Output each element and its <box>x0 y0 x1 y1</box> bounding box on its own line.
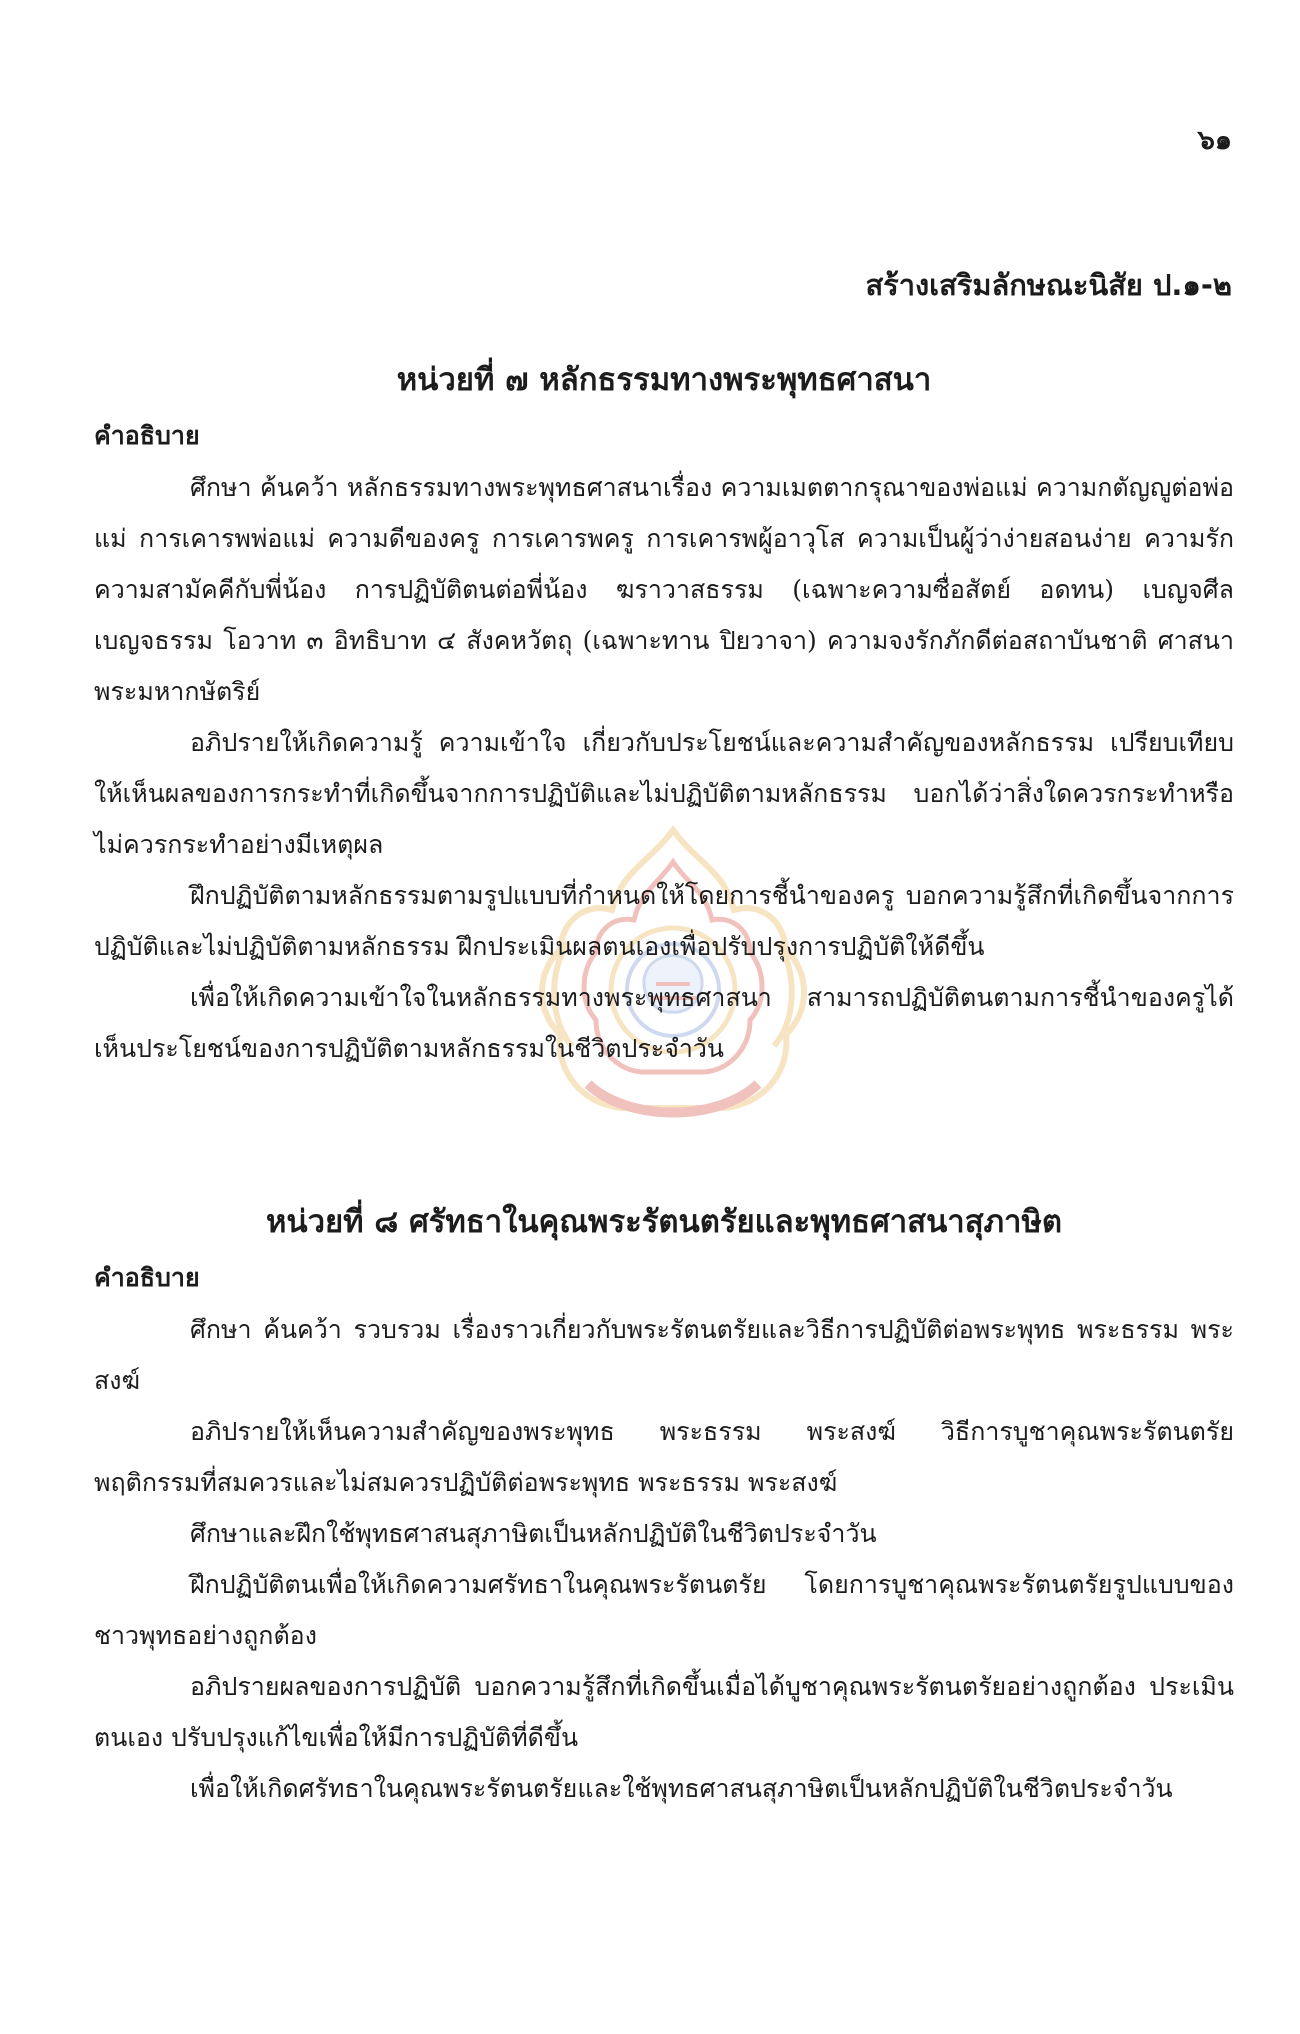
paragraph: ฝึกปฏิบัติตนเพื่อให้เกิดความศรัทธาในคุณพระรัตนตรัย โดยการบูชาคุณพระรัตนตรัยรูปแบบของชาวพุทธอย่างถูกต้อง <box>94 1570 1234 1650</box>
paragraph: ฝึกปฏิบัติตามหลักธรรมตามรูปแบบที่กำหนดให้โดยการชี้นำของครู บอกความรู้สึกที่เกิดขึ้นจากการปฏิบัติและไม่ปฏิบัติตามหลักธรรม ฝึกประเมินผลตนเองเพื่อปรับปรุงการปฏิบัติให้ดีขึ้น <box>94 881 1234 961</box>
paragraph: เพื่อให้เกิดศรัทธาในคุณพระรัตนตรัยและใช้พุทธศาสนสุภาษิตเป็นหลักปฏิบัติในชีวิตประจำวัน <box>190 1774 1173 1803</box>
unit-title: หน่วยที่ ๗ หลักธรรมทางพระพุทธศาสนา <box>396 362 932 398</box>
unit-7 <box>94 358 1234 1074</box>
paragraph: อภิปรายให้เห็นความสำคัญของพระพุทธ พระธรรม พระสงฆ์ วิธีการบูชาคุณพระรัตนตรัย พฤติกรรมที่สมควรและไม่สมควรปฏิบัติต่อพระพุทธ พระธรรม พระสงฆ์ <box>94 1417 1234 1497</box>
paragraph: เพื่อให้เกิดความเข้าใจในหลักธรรมทางพระพุทธศาสนา สามารถปฏิบัติตนตามการชี้นำของครูได้ เห็นประโยชน์ของการปฏิบัติตามหลักธรรมในชีวิตประจำวัน <box>94 983 1234 1063</box>
running-header: สร้างเสริมลักษณะนิสัย ป.๑-๒ <box>865 268 1232 302</box>
paragraph: ศึกษาและฝึกใช้พุทธศาสนสุภาษิตเป็นหลักปฏิบัติในชีวิตประจำวัน <box>190 1519 877 1548</box>
paragraph: อภิปรายผลของการปฏิบัติ บอกความรู้สึกที่เกิดขึ้นเมื่อได้บูชาคุณพระรัตนตรัยอย่างถูกต้อง ประเมินตนเอง ปรับปรุงแก้ไขเพื่อให้มีการปฏิบัติที่ดีขึ้น <box>94 1672 1234 1752</box>
description-label: คำอธิบาย <box>94 1263 200 1292</box>
paragraph: ศึกษา ค้นคว้า หลักธรรมทางพระพุทธศาสนาเรื่อง ความเมตตากรุณาของพ่อแม่ ความกตัญญูต่อพ่อแม่ การเคารพพ่อแม่ ความดีของครู การเคารพครู การเคารพผู้อาวุโส ความเป็นผู้ว่าง่ายสอนง่าย ความรักความสามัคคีกับพี่น้อง การปฏิบัติตนต่อพี่น้อง ฆราวาสธรรม (เฉพาะความซื่อสัตย์ อดทน) เบญจศีล เบญจธรรม โอวาท ๓ อิทธิบาท ๔ สังคหวัตถุ (เฉพาะทาน ปิยวาจา) ความจงรักภักดีต่อสถาบันชาติ ศาสนา พระมหากษัตริย์ <box>94 473 1234 706</box>
paragraph: อภิปรายให้เกิดความรู้ ความเข้าใจ เกี่ยวกับประโยชน์และความสำคัญของหลักธรรม เปรียบเทียบให้เห็นผลของการกระทำที่เกิดขึ้นจากการปฏิบัติและไม่ปฏิบัติตามหลักธรรม บอกได้ว่าสิ่งใดควรกระทำหรือไม่ควรกระทำอย่างมีเหตุผล <box>94 728 1234 859</box>
description-label: คำอธิบาย <box>94 421 200 450</box>
paragraph: ศึกษา ค้นคว้า รวบรวม เรื่องราวเกี่ยวกับพระรัตนตรัยและวิธีการปฏิบัติต่อพระพุทธ พระธรรม พระสงฆ์ <box>94 1315 1234 1395</box>
unit-title: หน่วยที่ ๘ ศรัทธาในคุณพระรัตนตรัยและพุทธศาสนาสุภาษิต <box>265 1204 1063 1240</box>
page-number: ๖๑ <box>1197 125 1232 156</box>
unit-8 <box>94 1200 1234 1814</box>
